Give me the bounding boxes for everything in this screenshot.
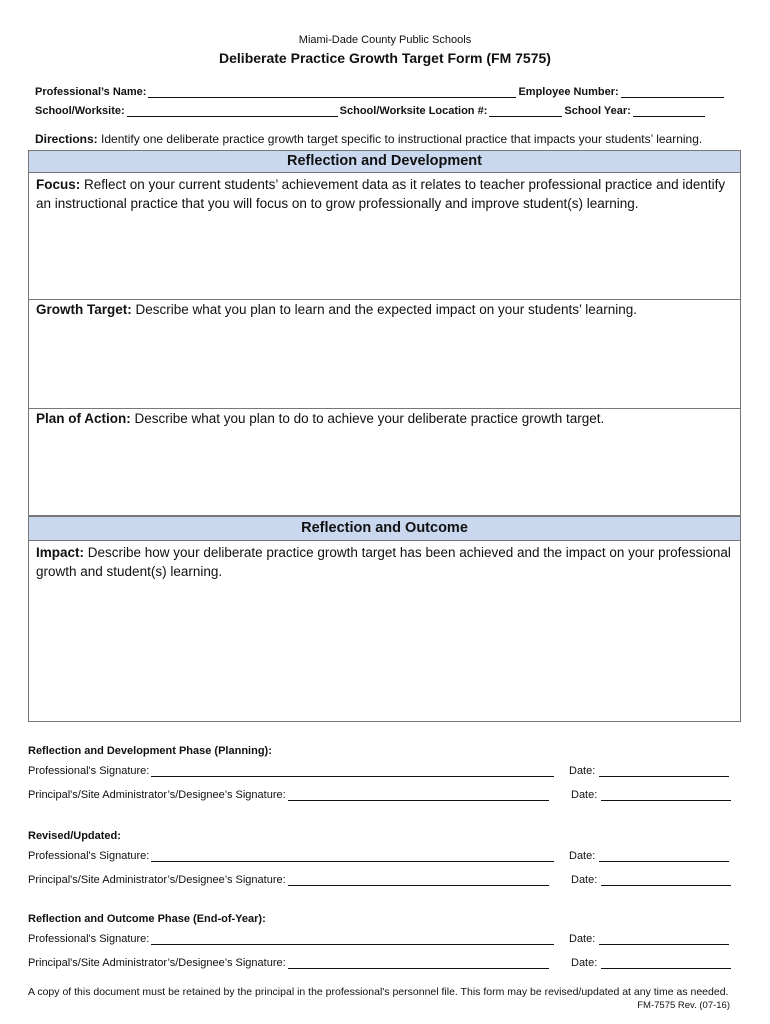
plan-of-action-field[interactable] [29,409,740,516]
growth-target-label: Growth Target: [36,302,132,317]
school-year-label: School Year: [564,105,631,117]
date-label: Date: [571,789,598,801]
location-field[interactable] [489,105,562,117]
phase-revised-heading: Revised/Updated: [28,830,121,842]
outcome-section [28,516,741,722]
date-label: Date: [569,765,596,777]
date-label: Date: [569,850,596,862]
employee-number-label: Employee Number: [518,86,619,98]
planning-professional-date-field[interactable] [599,765,729,777]
professional-name-field[interactable] [148,86,516,98]
end-professional-signature-field[interactable] [151,933,554,945]
professional-name-label: Professional’s Name: [35,86,147,98]
development-heading: Reflection and Development [29,151,740,173]
impact-label: Impact: [36,545,85,560]
development-section [28,150,741,516]
professional-signature-label: Professional's Signature: [28,933,150,945]
revised-professional-signature-row [28,850,596,862]
organization-name: Miami-Dade County Public Schools [298,34,472,46]
date-label: Date: [571,957,598,969]
focus-field[interactable] [29,173,740,300]
planning-professional-signature-field[interactable] [151,765,554,777]
revised-professional-date-field[interactable] [599,850,729,862]
directions [35,132,702,146]
planning-principal-signature-field[interactable] [288,789,549,801]
revised-principal-date-field[interactable] [601,874,731,886]
revised-professional-signature-field[interactable] [151,850,554,862]
revised-principal-signature-row [28,874,598,886]
phase-end-heading: Reflection and Outcome Phase (End-of-Year): [28,913,266,925]
form-title: Deliberate Practice Growth Target Form (FM 7575) [219,50,551,66]
focus-label: Focus: [36,177,81,192]
professional-signature-label: Professional's Signature: [28,765,150,777]
school-worksite-label: School/Worksite: [35,105,125,117]
impact-text: Describe how your deliberate practice growth target has been achieved and the impact on your professional growth and student(s) learning. [36,545,731,579]
directions-text: Identify one deliberate practice growth target specific to instructional practice that impacts your students’ learning. [97,132,703,146]
location-label: School/Worksite Location #: [339,105,488,117]
school-worksite-field[interactable] [127,105,338,117]
school-row [35,105,707,117]
planning-principal-signature-row [28,789,598,801]
impact-field[interactable] [29,541,740,722]
planning-principal-date-field[interactable] [601,789,731,801]
growth-target-text: Describe what you plan to learn and the expected impact on your students’ learning. [131,302,638,317]
end-professional-date-field[interactable] [599,933,729,945]
revised-principal-signature-field[interactable] [288,874,549,886]
end-principal-signature-field[interactable] [288,957,549,969]
growth-target-field[interactable] [29,300,740,409]
professional-signature-label: Professional's Signature: [28,850,150,862]
date-label: Date: [571,874,598,886]
footer-note: A copy of this document must be retained by the principal in the professional's personnel file. This form may be revised/updated at any time as needed. [28,986,729,998]
plan-of-action-text: Describe what you plan to do to achieve your deliberate practice growth target. [130,411,605,426]
school-year-field[interactable] [633,105,705,117]
outcome-heading: Reflection and Outcome [29,517,740,541]
form-revision: FM-7575 Rev. (07-16) [637,1000,730,1011]
plan-of-action-label: Plan of Action: [36,411,131,426]
focus-text: Reflect on your current students’ achievement data as it relates to teacher professional practice and identify an instructional practice that you will focus on to grow professionally and improve student(s) learning. [36,177,726,211]
end-principal-date-field[interactable] [601,957,731,969]
principal-signature-label: Principal's/Site Administrator’s/Designee’s Signature: [28,957,286,969]
planning-professional-signature-row [28,765,596,777]
principal-signature-label: Principal's/Site Administrator’s/Designee’s Signature: [28,874,286,886]
end-principal-signature-row [28,957,598,969]
phase-planning-heading: Reflection and Development Phase (Planning): [28,745,272,757]
end-professional-signature-row [28,933,596,945]
professional-name-row [35,86,726,98]
directions-label: Directions: [35,132,98,146]
date-label: Date: [569,933,596,945]
employee-number-field[interactable] [621,86,724,98]
principal-signature-label: Principal's/Site Administrator’s/Designee’s Signature: [28,789,286,801]
